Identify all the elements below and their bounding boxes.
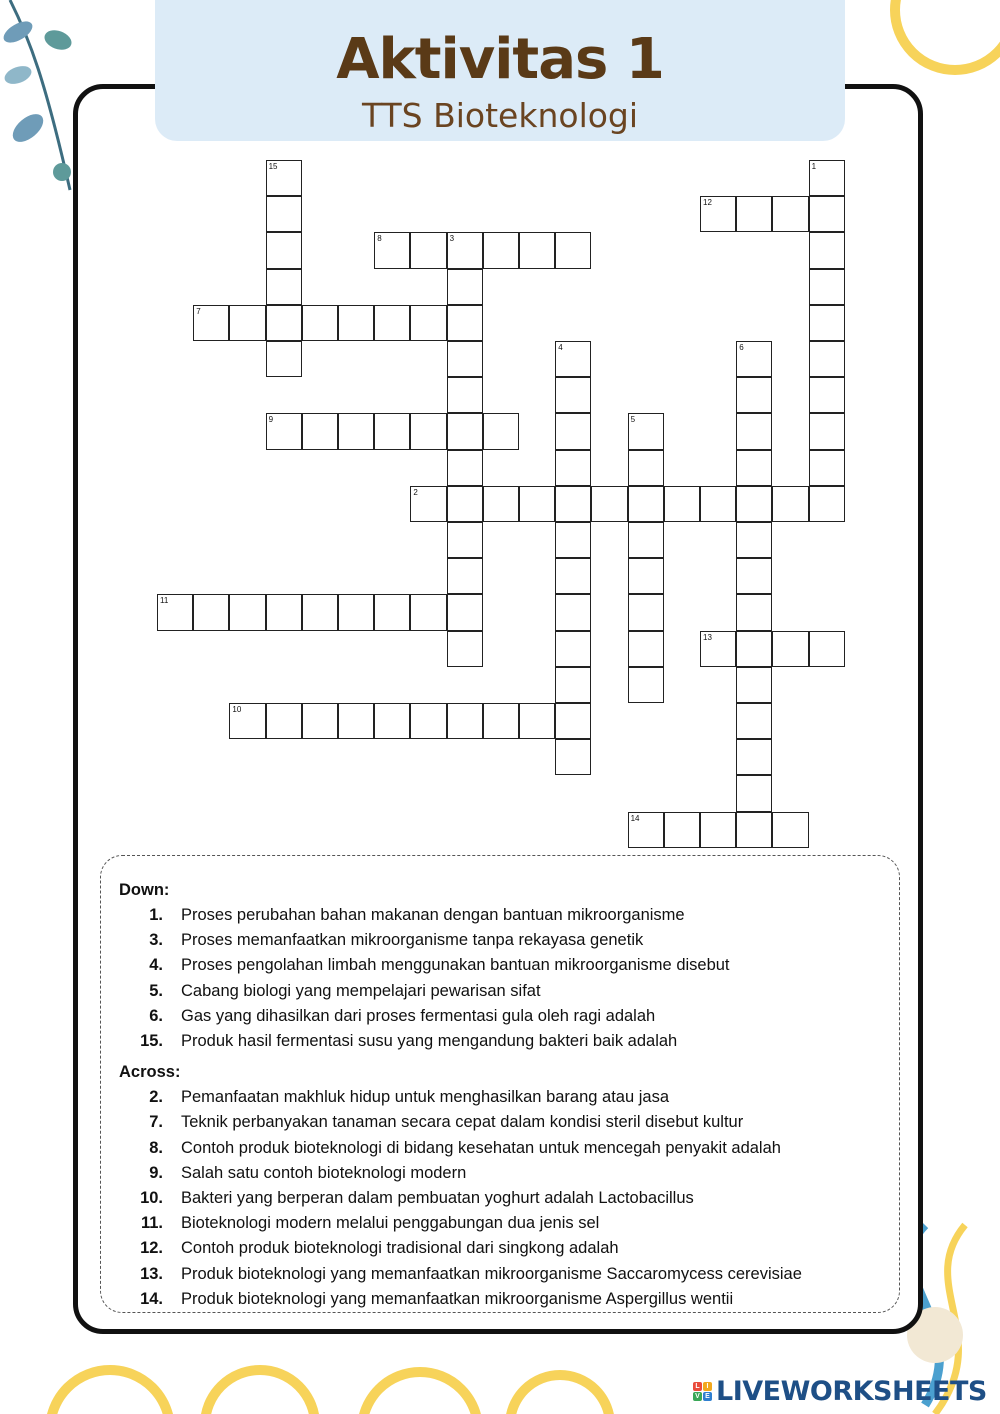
crossword-cell[interactable] bbox=[483, 232, 519, 268]
crossword-cell-input[interactable] bbox=[810, 487, 844, 521]
crossword-cell-input[interactable] bbox=[629, 632, 663, 666]
crossword-cell[interactable] bbox=[266, 703, 302, 739]
down-heading: Down: bbox=[119, 881, 170, 899]
crossword-cell-input[interactable] bbox=[737, 704, 771, 738]
crossword-cell-input[interactable] bbox=[701, 813, 735, 847]
crossword-cell[interactable] bbox=[483, 486, 519, 522]
crossword-cell-input[interactable] bbox=[267, 233, 301, 267]
crossword-cell-input[interactable] bbox=[267, 197, 301, 231]
crossword-cell[interactable] bbox=[193, 305, 229, 341]
crossword-cell-input[interactable] bbox=[810, 197, 844, 231]
crossword-cell-input[interactable] bbox=[737, 197, 771, 231]
clue-item bbox=[119, 1186, 881, 1211]
crossword-cell[interactable] bbox=[809, 232, 845, 268]
crossword-cell[interactable] bbox=[447, 450, 483, 486]
crossword-cell-input[interactable] bbox=[737, 595, 771, 629]
crossword-cell-input[interactable] bbox=[737, 776, 771, 810]
crossword-cell[interactable] bbox=[700, 631, 736, 667]
crossword-cell-input[interactable] bbox=[411, 595, 445, 629]
crossword-cell[interactable] bbox=[809, 486, 845, 522]
crossword-cell[interactable] bbox=[410, 305, 446, 341]
crossword-cell[interactable] bbox=[736, 341, 772, 377]
crossword-cell[interactable] bbox=[157, 594, 193, 630]
crossword-cell-input[interactable] bbox=[230, 704, 264, 738]
crossword-cell[interactable] bbox=[772, 812, 808, 848]
crossword-cell-input[interactable] bbox=[556, 487, 590, 521]
crossword-cell[interactable] bbox=[736, 413, 772, 449]
clue-item bbox=[119, 1211, 881, 1236]
clue-text: Gas yang dihasilkan dari proses fermentasi gula oleh ragi adalah bbox=[181, 1006, 656, 1025]
crossword-cell-input[interactable] bbox=[448, 523, 482, 557]
crossword-cell[interactable] bbox=[555, 631, 591, 667]
crossword-cell[interactable] bbox=[410, 413, 446, 449]
crossword-cell[interactable] bbox=[628, 631, 664, 667]
crossword-cell[interactable] bbox=[772, 631, 808, 667]
crossword-cell-input[interactable] bbox=[665, 487, 699, 521]
crossword-cell-input[interactable] bbox=[267, 306, 301, 340]
crossword-cell[interactable] bbox=[302, 305, 338, 341]
crossword-cell[interactable] bbox=[447, 269, 483, 305]
crossword-cell-input[interactable] bbox=[810, 306, 844, 340]
ring-decoration-icon bbox=[860, 0, 1000, 90]
crossword-cell[interactable] bbox=[809, 196, 845, 232]
clue-number-label: 2 bbox=[413, 487, 418, 497]
crossword-cell[interactable] bbox=[555, 739, 591, 775]
crossword-cell[interactable] bbox=[772, 196, 808, 232]
crossword-cell-input[interactable] bbox=[737, 342, 771, 376]
crossword-cell[interactable] bbox=[374, 305, 410, 341]
clue-number: 1. bbox=[149, 906, 163, 924]
crossword-cell[interactable] bbox=[266, 594, 302, 630]
crossword-cell[interactable] bbox=[736, 594, 772, 630]
crossword-cell-input[interactable] bbox=[303, 414, 337, 448]
crossword-cell[interactable] bbox=[809, 305, 845, 341]
clue-text: Produk hasil fermentasi susu yang mengandung bakteri baik adalah bbox=[181, 1032, 678, 1051]
crossword-cell[interactable] bbox=[736, 631, 772, 667]
crossword-cell[interactable] bbox=[736, 486, 772, 522]
crossword-cell-input[interactable] bbox=[629, 668, 663, 702]
crossword-cell-input[interactable] bbox=[303, 306, 337, 340]
crossword-cell[interactable] bbox=[628, 667, 664, 703]
clue-number-label: 11 bbox=[160, 596, 169, 606]
crossword-cell[interactable] bbox=[736, 522, 772, 558]
crossword-cell-input[interactable] bbox=[810, 270, 844, 304]
clue-text: Proses memanfaatkan mikroorganisme tanpa rekayasa genetik bbox=[181, 931, 644, 950]
clue-number: 10. bbox=[140, 1189, 163, 1208]
crossword-cell[interactable] bbox=[555, 667, 591, 703]
crossword-cell[interactable] bbox=[229, 594, 265, 630]
clue-item bbox=[119, 979, 881, 1004]
clue-item bbox=[119, 953, 881, 978]
crossword-cell-input[interactable] bbox=[737, 813, 771, 847]
clue-number-label: 4 bbox=[558, 343, 563, 352]
crossword-cell-input[interactable] bbox=[484, 414, 518, 448]
crossword-cell-input[interactable] bbox=[773, 632, 807, 666]
crossword-cell[interactable] bbox=[736, 196, 772, 232]
crossword-cell-input[interactable] bbox=[267, 161, 301, 195]
clue-item bbox=[119, 1029, 881, 1054]
crossword-cell-input[interactable] bbox=[810, 378, 844, 412]
clue-text: Proses perubahan bahan makanan dengan bantuan mikroorganisme bbox=[181, 906, 685, 924]
crossword-cell-input[interactable] bbox=[737, 451, 771, 485]
crossword-cell-input[interactable] bbox=[375, 704, 409, 738]
crossword-cell-input[interactable] bbox=[194, 595, 228, 629]
crossword-cell[interactable] bbox=[447, 703, 483, 739]
crossword-cell-input[interactable] bbox=[448, 306, 482, 340]
crossword-cell-input[interactable] bbox=[448, 704, 482, 738]
crossword-cell-input[interactable] bbox=[556, 668, 590, 702]
header-banner bbox=[155, 0, 845, 141]
page-title: Aktivitas 1 bbox=[336, 27, 664, 92]
clue-item bbox=[119, 903, 881, 928]
crossword-cell[interactable] bbox=[447, 305, 483, 341]
crossword-cell[interactable] bbox=[447, 341, 483, 377]
crossword-cell-input[interactable] bbox=[194, 306, 228, 340]
crossword-cell-input[interactable] bbox=[629, 595, 663, 629]
clue-text: Produk bioteknologi yang memanfaatkan mikroorganisme Aspergillus wentii bbox=[181, 1289, 734, 1308]
crossword-cell[interactable] bbox=[266, 269, 302, 305]
clue-number-label: 5 bbox=[630, 415, 636, 425]
crossword-cell[interactable] bbox=[555, 594, 591, 630]
clue-number: 14. bbox=[140, 1289, 163, 1308]
crossword-cell-input[interactable] bbox=[737, 668, 771, 702]
crossword-cell[interactable] bbox=[410, 594, 446, 630]
crossword-cell[interactable] bbox=[628, 450, 664, 486]
clue-number-label: 15 bbox=[268, 162, 278, 171]
crossword-cell[interactable] bbox=[302, 413, 338, 449]
crossword-cell-input[interactable] bbox=[629, 451, 663, 485]
crossword-cell[interactable] bbox=[519, 703, 555, 739]
crossword-cell-input[interactable] bbox=[411, 306, 445, 340]
crossword-cell-input[interactable] bbox=[230, 595, 264, 629]
clue-item bbox=[119, 1161, 881, 1186]
crossword-cell[interactable] bbox=[664, 812, 700, 848]
crossword-cell[interactable] bbox=[628, 594, 664, 630]
crossword-cell-input[interactable] bbox=[448, 632, 482, 666]
crossword-cell[interactable] bbox=[809, 631, 845, 667]
crossword-cell-input[interactable] bbox=[448, 595, 482, 629]
crossword-cell-input[interactable] bbox=[411, 487, 445, 521]
crossword-cell-input[interactable] bbox=[629, 414, 663, 448]
crossword-cell-input[interactable] bbox=[810, 161, 844, 195]
crossword-cell-input[interactable] bbox=[267, 342, 301, 376]
crossword-cell-input[interactable] bbox=[411, 414, 445, 448]
crossword-cell[interactable] bbox=[809, 377, 845, 413]
crossword-cell[interactable] bbox=[700, 812, 736, 848]
clue-number: 11. bbox=[140, 1214, 163, 1233]
crossword-cell-input[interactable] bbox=[520, 487, 554, 521]
crossword-cell[interactable] bbox=[736, 558, 772, 594]
crossword-cell[interactable] bbox=[664, 486, 700, 522]
crossword-cell-input[interactable] bbox=[629, 813, 663, 847]
clue-number-label: 10 bbox=[232, 705, 242, 714]
crossword-cell-input[interactable] bbox=[448, 414, 482, 448]
clue-item bbox=[119, 1236, 881, 1261]
crossword-cell-input[interactable] bbox=[556, 632, 590, 666]
crossword-cell[interactable] bbox=[374, 232, 410, 268]
crossword-cell-input[interactable] bbox=[448, 378, 482, 412]
liveworksheets-logo[interactable] bbox=[693, 1376, 987, 1406]
clue-number-label: 6 bbox=[739, 343, 744, 352]
crossword-cell-input[interactable] bbox=[303, 704, 337, 738]
crossword-cell-input[interactable] bbox=[484, 487, 518, 521]
clue-text: Contoh produk bioteknologi di bidang kesehatan untuk mencegah penyakit adalah bbox=[181, 1138, 781, 1157]
crossword-cell[interactable] bbox=[374, 703, 410, 739]
crossword-cell-input[interactable] bbox=[737, 414, 771, 448]
clue-number: 13. bbox=[140, 1264, 163, 1283]
crossword-cell-input[interactable] bbox=[773, 813, 807, 847]
crossword-cell-input[interactable] bbox=[339, 704, 373, 738]
ring-decoration-icon bbox=[0, 1330, 700, 1414]
crossword-cell[interactable] bbox=[519, 232, 555, 268]
crossword-cell[interactable] bbox=[410, 486, 446, 522]
crossword-cell[interactable] bbox=[736, 377, 772, 413]
clue-number: 8. bbox=[149, 1138, 163, 1157]
crossword-cell[interactable] bbox=[628, 812, 664, 848]
crossword-cell[interactable] bbox=[736, 775, 772, 811]
crossword-cell[interactable] bbox=[809, 269, 845, 305]
crossword-cell[interactable] bbox=[447, 522, 483, 558]
crossword-cell[interactable] bbox=[555, 558, 591, 594]
crossword-cell-input[interactable] bbox=[339, 414, 373, 448]
crossword-cell[interactable] bbox=[410, 232, 446, 268]
clue-item bbox=[119, 1136, 881, 1161]
crossword-cell-input[interactable] bbox=[592, 487, 626, 521]
crossword-cell[interactable] bbox=[410, 703, 446, 739]
crossword-cell-input[interactable] bbox=[810, 342, 844, 376]
crossword-cell-input[interactable] bbox=[629, 559, 663, 593]
crossword-cell[interactable] bbox=[555, 703, 591, 739]
crossword-cell-input[interactable] bbox=[267, 595, 301, 629]
crossword-cell-input[interactable] bbox=[629, 487, 663, 521]
clue-number-label: 7 bbox=[196, 306, 201, 316]
crossword-cell-input[interactable] bbox=[773, 487, 807, 521]
crossword-cell[interactable] bbox=[628, 522, 664, 558]
crossword-cell-input[interactable] bbox=[701, 197, 735, 231]
clue-number: 9. bbox=[149, 1163, 163, 1182]
crossword-cell-input[interactable] bbox=[810, 233, 844, 267]
clue-number: 12. bbox=[140, 1239, 163, 1258]
crossword-cell-input[interactable] bbox=[737, 487, 771, 521]
crossword-cell[interactable] bbox=[591, 486, 627, 522]
crossword-cell[interactable] bbox=[266, 196, 302, 232]
clue-text: Produk bioteknologi yang memanfaatkan mikroorganisme Saccaromycess cerevisiae bbox=[181, 1264, 802, 1283]
crossword-cell[interactable] bbox=[555, 522, 591, 558]
crossword-cell-input[interactable] bbox=[375, 306, 409, 340]
crossword-cell[interactable] bbox=[266, 305, 302, 341]
clue-text: Teknik perbanyakan tanaman secara cepat dalam kondisi steril disebut kultur bbox=[181, 1113, 744, 1132]
across-heading: Across: bbox=[119, 1063, 181, 1082]
crossword-cell[interactable] bbox=[374, 594, 410, 630]
clue-number-label: 8 bbox=[377, 234, 382, 244]
clue-item bbox=[119, 1262, 881, 1287]
clues-panel bbox=[100, 855, 900, 1313]
crossword-cell[interactable] bbox=[338, 594, 374, 630]
crossword-cell-input[interactable] bbox=[556, 451, 590, 485]
brand-name: LIVEWORKSHEETS bbox=[716, 1375, 987, 1407]
clue-number-label: 12 bbox=[703, 198, 712, 208]
crossword-cell[interactable] bbox=[302, 703, 338, 739]
crossword-cell-input[interactable] bbox=[629, 523, 663, 557]
crossword-cell-input[interactable] bbox=[701, 632, 735, 666]
crossword-cell-input[interactable] bbox=[303, 595, 337, 629]
crossword-cell[interactable] bbox=[736, 450, 772, 486]
clue-number-label: 14 bbox=[630, 813, 640, 823]
crossword-cell-input[interactable] bbox=[556, 740, 590, 774]
clue-text: Cabang biologi yang mempelajari pewarisan sifat bbox=[181, 981, 541, 1000]
crossword-cell[interactable] bbox=[229, 305, 265, 341]
crossword-cell-input[interactable] bbox=[773, 197, 807, 231]
crossword-cell[interactable] bbox=[700, 486, 736, 522]
crossword-cell[interactable] bbox=[229, 703, 265, 739]
crossword-cell[interactable] bbox=[736, 703, 772, 739]
crossword-cell-input[interactable] bbox=[411, 233, 445, 267]
clue-item bbox=[119, 1287, 881, 1312]
crossword-cell[interactable] bbox=[447, 594, 483, 630]
crossword-cell-input[interactable] bbox=[448, 451, 482, 485]
page-subtitle: TTS Bioteknologi bbox=[361, 96, 639, 135]
crossword-cell[interactable] bbox=[266, 413, 302, 449]
crossword-cell[interactable] bbox=[447, 377, 483, 413]
clue-number-label: 1 bbox=[811, 162, 817, 171]
crossword-cell-input[interactable] bbox=[411, 704, 445, 738]
crossword-cell[interactable] bbox=[193, 594, 229, 630]
clue-text: Salah satu contoh bioteknologi modern bbox=[181, 1163, 467, 1182]
clue-text: Bakteri yang berperan dalam pembuatan yoghurt adalah Lactobacillus bbox=[181, 1189, 694, 1208]
crossword-cell[interactable] bbox=[374, 413, 410, 449]
crossword-cell-input[interactable] bbox=[556, 704, 590, 738]
crossword-cell[interactable] bbox=[628, 558, 664, 594]
crossword-cell-input[interactable] bbox=[556, 595, 590, 629]
crossword-cell[interactable] bbox=[555, 377, 591, 413]
crossword-cell[interactable] bbox=[483, 703, 519, 739]
crossword-cell[interactable] bbox=[772, 486, 808, 522]
crossword-cell-input[interactable] bbox=[484, 233, 518, 267]
crossword-cell-input[interactable] bbox=[520, 233, 554, 267]
clue-number: 7. bbox=[149, 1113, 163, 1132]
crossword-cell-input[interactable] bbox=[520, 704, 554, 738]
across-clue-list bbox=[119, 1085, 881, 1312]
crossword-cell-input[interactable] bbox=[158, 595, 192, 629]
crossword-cell-input[interactable] bbox=[810, 632, 844, 666]
crossword-cell[interactable] bbox=[555, 232, 591, 268]
crossword-cell-input[interactable] bbox=[448, 342, 482, 376]
clue-number: 4. bbox=[149, 956, 163, 975]
clue-text: Bioteknologi modern melalui penggabungan dua jenis sel bbox=[181, 1214, 600, 1233]
crossword-cell[interactable] bbox=[483, 413, 519, 449]
crossword-cell[interactable] bbox=[338, 305, 374, 341]
crossword-cell[interactable] bbox=[266, 160, 302, 196]
crossword-cell[interactable] bbox=[628, 486, 664, 522]
crossword-cell[interactable] bbox=[809, 341, 845, 377]
crossword-cell-input[interactable] bbox=[484, 704, 518, 738]
crossword-cell-input[interactable] bbox=[267, 414, 301, 448]
crossword-cell-input[interactable] bbox=[339, 306, 373, 340]
crossword-cell-input[interactable] bbox=[665, 813, 699, 847]
crossword-cell[interactable] bbox=[809, 450, 845, 486]
clue-item bbox=[119, 928, 881, 953]
crossword-cell[interactable] bbox=[736, 667, 772, 703]
crossword-cell[interactable] bbox=[555, 341, 591, 377]
crossword-cell[interactable] bbox=[519, 486, 555, 522]
crossword-cell-input[interactable] bbox=[737, 632, 771, 666]
clue-number: 15. bbox=[140, 1032, 163, 1051]
clue-number-label: 9 bbox=[268, 415, 274, 425]
crossword-cell[interactable] bbox=[555, 413, 591, 449]
crossword-cell-input[interactable] bbox=[375, 595, 409, 629]
down-clue-list bbox=[119, 903, 881, 1054]
crossword-cell-input[interactable] bbox=[556, 559, 590, 593]
crossword-cell[interactable] bbox=[266, 232, 302, 268]
clue-text: Proses pengolahan limbah menggunakan bantuan mikroorganisme disebut bbox=[181, 956, 730, 975]
clue-item bbox=[119, 1085, 881, 1110]
crossword-cell-input[interactable] bbox=[448, 559, 482, 593]
crossword-cell-input[interactable] bbox=[737, 523, 771, 557]
crossword-cell-input[interactable] bbox=[375, 233, 409, 267]
crossword-cell-input[interactable] bbox=[267, 704, 301, 738]
brand-mark-icon: L I V E bbox=[693, 1382, 712, 1401]
crossword-cell[interactable] bbox=[736, 739, 772, 775]
crossword-cell[interactable] bbox=[736, 812, 772, 848]
crossword-cell[interactable] bbox=[447, 631, 483, 667]
crossword-cell[interactable] bbox=[555, 486, 591, 522]
crossword-cell[interactable] bbox=[628, 413, 664, 449]
clue-number: 6. bbox=[149, 1006, 163, 1025]
clue-text: Contoh produk bioteknologi tradisional dari singkong adalah bbox=[181, 1239, 619, 1258]
clue-number-label: 3 bbox=[449, 234, 455, 244]
crossword-cell-input[interactable] bbox=[737, 740, 771, 774]
crossword-cell-input[interactable] bbox=[556, 342, 590, 376]
crossword-cell[interactable] bbox=[338, 413, 374, 449]
crossword-cell-input[interactable] bbox=[556, 414, 590, 448]
crossword-cell[interactable] bbox=[338, 703, 374, 739]
clue-text: Pemanfaatan makhluk hidup untuk menghasilkan barang atau jasa bbox=[181, 1088, 669, 1107]
crossword-cell-input[interactable] bbox=[737, 378, 771, 412]
crossword-cell-input[interactable] bbox=[556, 233, 590, 267]
crossword-cell-input[interactable] bbox=[448, 487, 482, 521]
crossword-cell[interactable] bbox=[447, 558, 483, 594]
crossword-cell[interactable] bbox=[809, 160, 845, 196]
crossword-cell[interactable] bbox=[809, 413, 845, 449]
crossword-cell[interactable] bbox=[555, 450, 591, 486]
clue-number-label: 13 bbox=[703, 632, 712, 642]
crossword-cell[interactable] bbox=[447, 486, 483, 522]
crossword-cell-input[interactable] bbox=[339, 595, 373, 629]
crossword-cell-input[interactable] bbox=[810, 451, 844, 485]
clue-number: 2. bbox=[149, 1088, 163, 1107]
crossword-cell-input[interactable] bbox=[448, 233, 482, 267]
crossword-cell-input[interactable] bbox=[556, 378, 590, 412]
clue-number: 3. bbox=[149, 931, 163, 950]
crossword-cell-input[interactable] bbox=[810, 414, 844, 448]
crossword-cell[interactable] bbox=[302, 594, 338, 630]
crossword-cell-input[interactable] bbox=[737, 559, 771, 593]
crossword-cell[interactable] bbox=[447, 232, 483, 268]
crossword-cell-input[interactable] bbox=[701, 487, 735, 521]
crossword-cell-input[interactable] bbox=[448, 270, 482, 304]
clue-number: 5. bbox=[149, 981, 163, 1000]
clue-item bbox=[119, 1004, 881, 1029]
crossword-cell[interactable] bbox=[447, 413, 483, 449]
crossword-cell-input[interactable] bbox=[375, 414, 409, 448]
clue-item bbox=[119, 1110, 881, 1135]
crossword-cell-input[interactable] bbox=[556, 523, 590, 557]
crossword-cell-input[interactable] bbox=[267, 270, 301, 304]
crossword-cell[interactable] bbox=[266, 341, 302, 377]
crossword-cell[interactable] bbox=[700, 196, 736, 232]
crossword-cell-input[interactable] bbox=[230, 306, 264, 340]
